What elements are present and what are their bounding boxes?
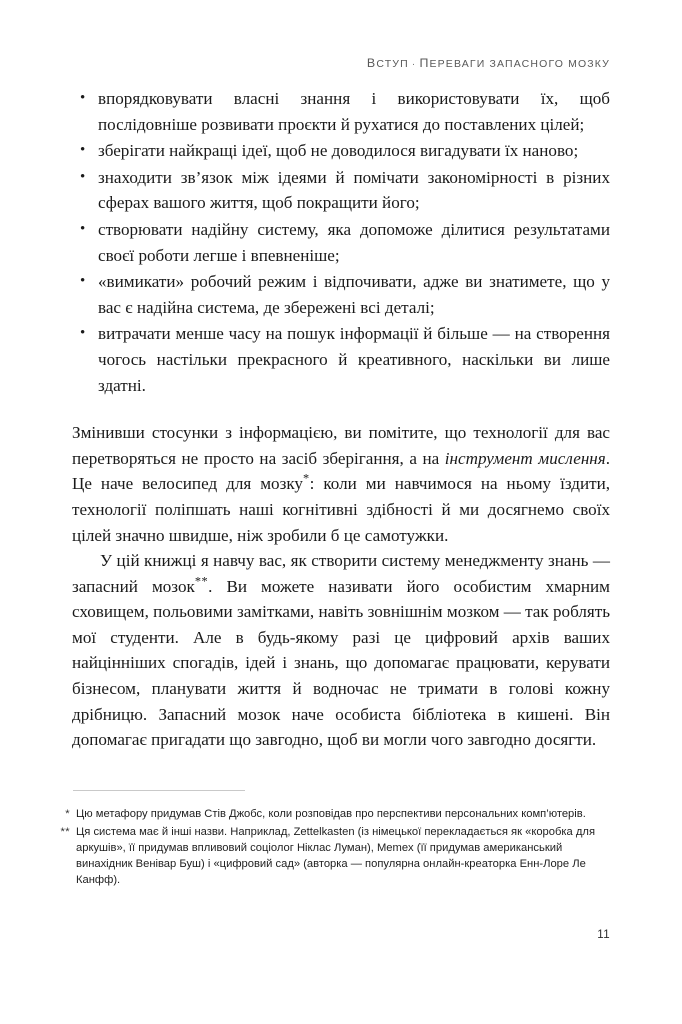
list-item-text: впорядковувати власні знання і використовувати їх, щоб послідовніше розвивати проєкти й рухатися до поставлених цілей; [98,89,610,134]
footnote [48,824,604,888]
bullet-icon: • [80,142,86,159]
paragraph-text-run: У цій книжці я навчу вас, як створити систему менеджменту знань — запасний мозок [72,551,610,596]
running-head-title-rest: ЕРЕВАГИ ЗАПАСНОГО МОЗКУ [429,58,610,70]
list-item-text: створювати надійну систему, яка допоможе ділитися результатами своєї роботи легше і впевненіше; [98,219,610,265]
benefits-bullet-list [72,86,610,398]
paragraph-text-run: : коли ми навчимося на ньому їздити, технології поліпшать наші когнітивні здібності й ми досягнемо своїх цілей значно швидше, ніж зробили б це самотужки. [72,474,611,545]
list-item [72,86,610,137]
list-item-text: витрачати менше часу на пошук інформації й більше — на створення чогось настільки прекрасного й креативного, наскільки ви лише здатні. [98,324,610,395]
running-head-title [419,58,610,70]
list-item [72,321,610,398]
footnote-text: Ця система має й інші назви. Наприклад, Zettelkasten (із німецької перекладається як «коробка для аркушів», її придумав впливовий соціолог Ніклас Луман), Memex (її придумав американський винахідник Венівар Буш) і «цифровий сад» (авторка — популярна онлайн-креаторка Енн-Лоре Ле Канфф). [76,826,595,887]
list-item [72,217,610,268]
list-item-text: знаходити зв’язок між ідеями й помічати закономірності в різних сферах вашого життя, щоб покращити його; [98,167,610,213]
list-item [72,138,610,164]
bullet-icon: • [80,273,86,290]
bullet-icon: • [80,325,86,342]
footnote-text: Цю метафору придумав Стів Джобс, коли розповідав про перспективи персональних комп’ютерів. [76,808,586,820]
footnote-block [48,806,604,890]
bullet-icon: • [80,220,86,237]
list-item-text: зберігати найкращі ідеї, щоб не доводилося вигадувати їх наново; [98,141,579,161]
running-head [72,56,610,70]
body-paragraph-technologies [72,420,610,548]
page-number: 11 [597,929,610,941]
footnote-reference[interactable]: * [302,471,310,486]
paragraph-text-run: . Це наче велосипед для мозку [72,448,611,494]
running-head-separator: · [411,58,417,70]
bullet-icon: • [80,90,86,106]
running-head-section-rest: СТУП [376,58,409,70]
footnote [48,806,604,822]
paragraph-text-run: Змінивши стосунки з інформацією, ви помітите, що технології для вас перетворяться не просто на засіб зберігання, а на [72,423,610,468]
footnote-separator-rule [73,790,245,791]
paragraph-text-run: . Ви можете називати його особистим хмарним сховищем, польовими замітками, навіть зовнішнім мозком — так роблять мої студенти. Але в будь-якому разі це цифровий архів ваших найцінніших спогадів, ідей і знань, що допомагає працювати, керувати бізнесом, планувати життя й водночас не тримати в голові кожну дрібницю. Запасний мозок наче особиста бібліотека в кишені. Він допомагає пригадати що завгодно, щоб ви могли чого завгодно досягти. [72,576,610,750]
running-head-title-initial: П [419,56,430,70]
list-item [72,165,610,216]
list-item [72,269,610,320]
list-item-text: «вимикати» робочий режим і відпочивати, адже ви знатимете, що у вас є надійна система, де збережені всі деталі; [98,272,610,317]
footnote-reference[interactable]: ** [194,574,209,588]
content-column [72,86,610,753]
running-head-section-initial: В [366,56,377,70]
emphasized-term: інструмент мислення [444,448,606,468]
running-head-section [367,58,409,70]
bullet-icon: • [80,168,86,185]
body-paragraph-book-promise [72,548,610,753]
footnote-marker: * [65,808,70,820]
footnote-marker: ** [60,826,70,839]
